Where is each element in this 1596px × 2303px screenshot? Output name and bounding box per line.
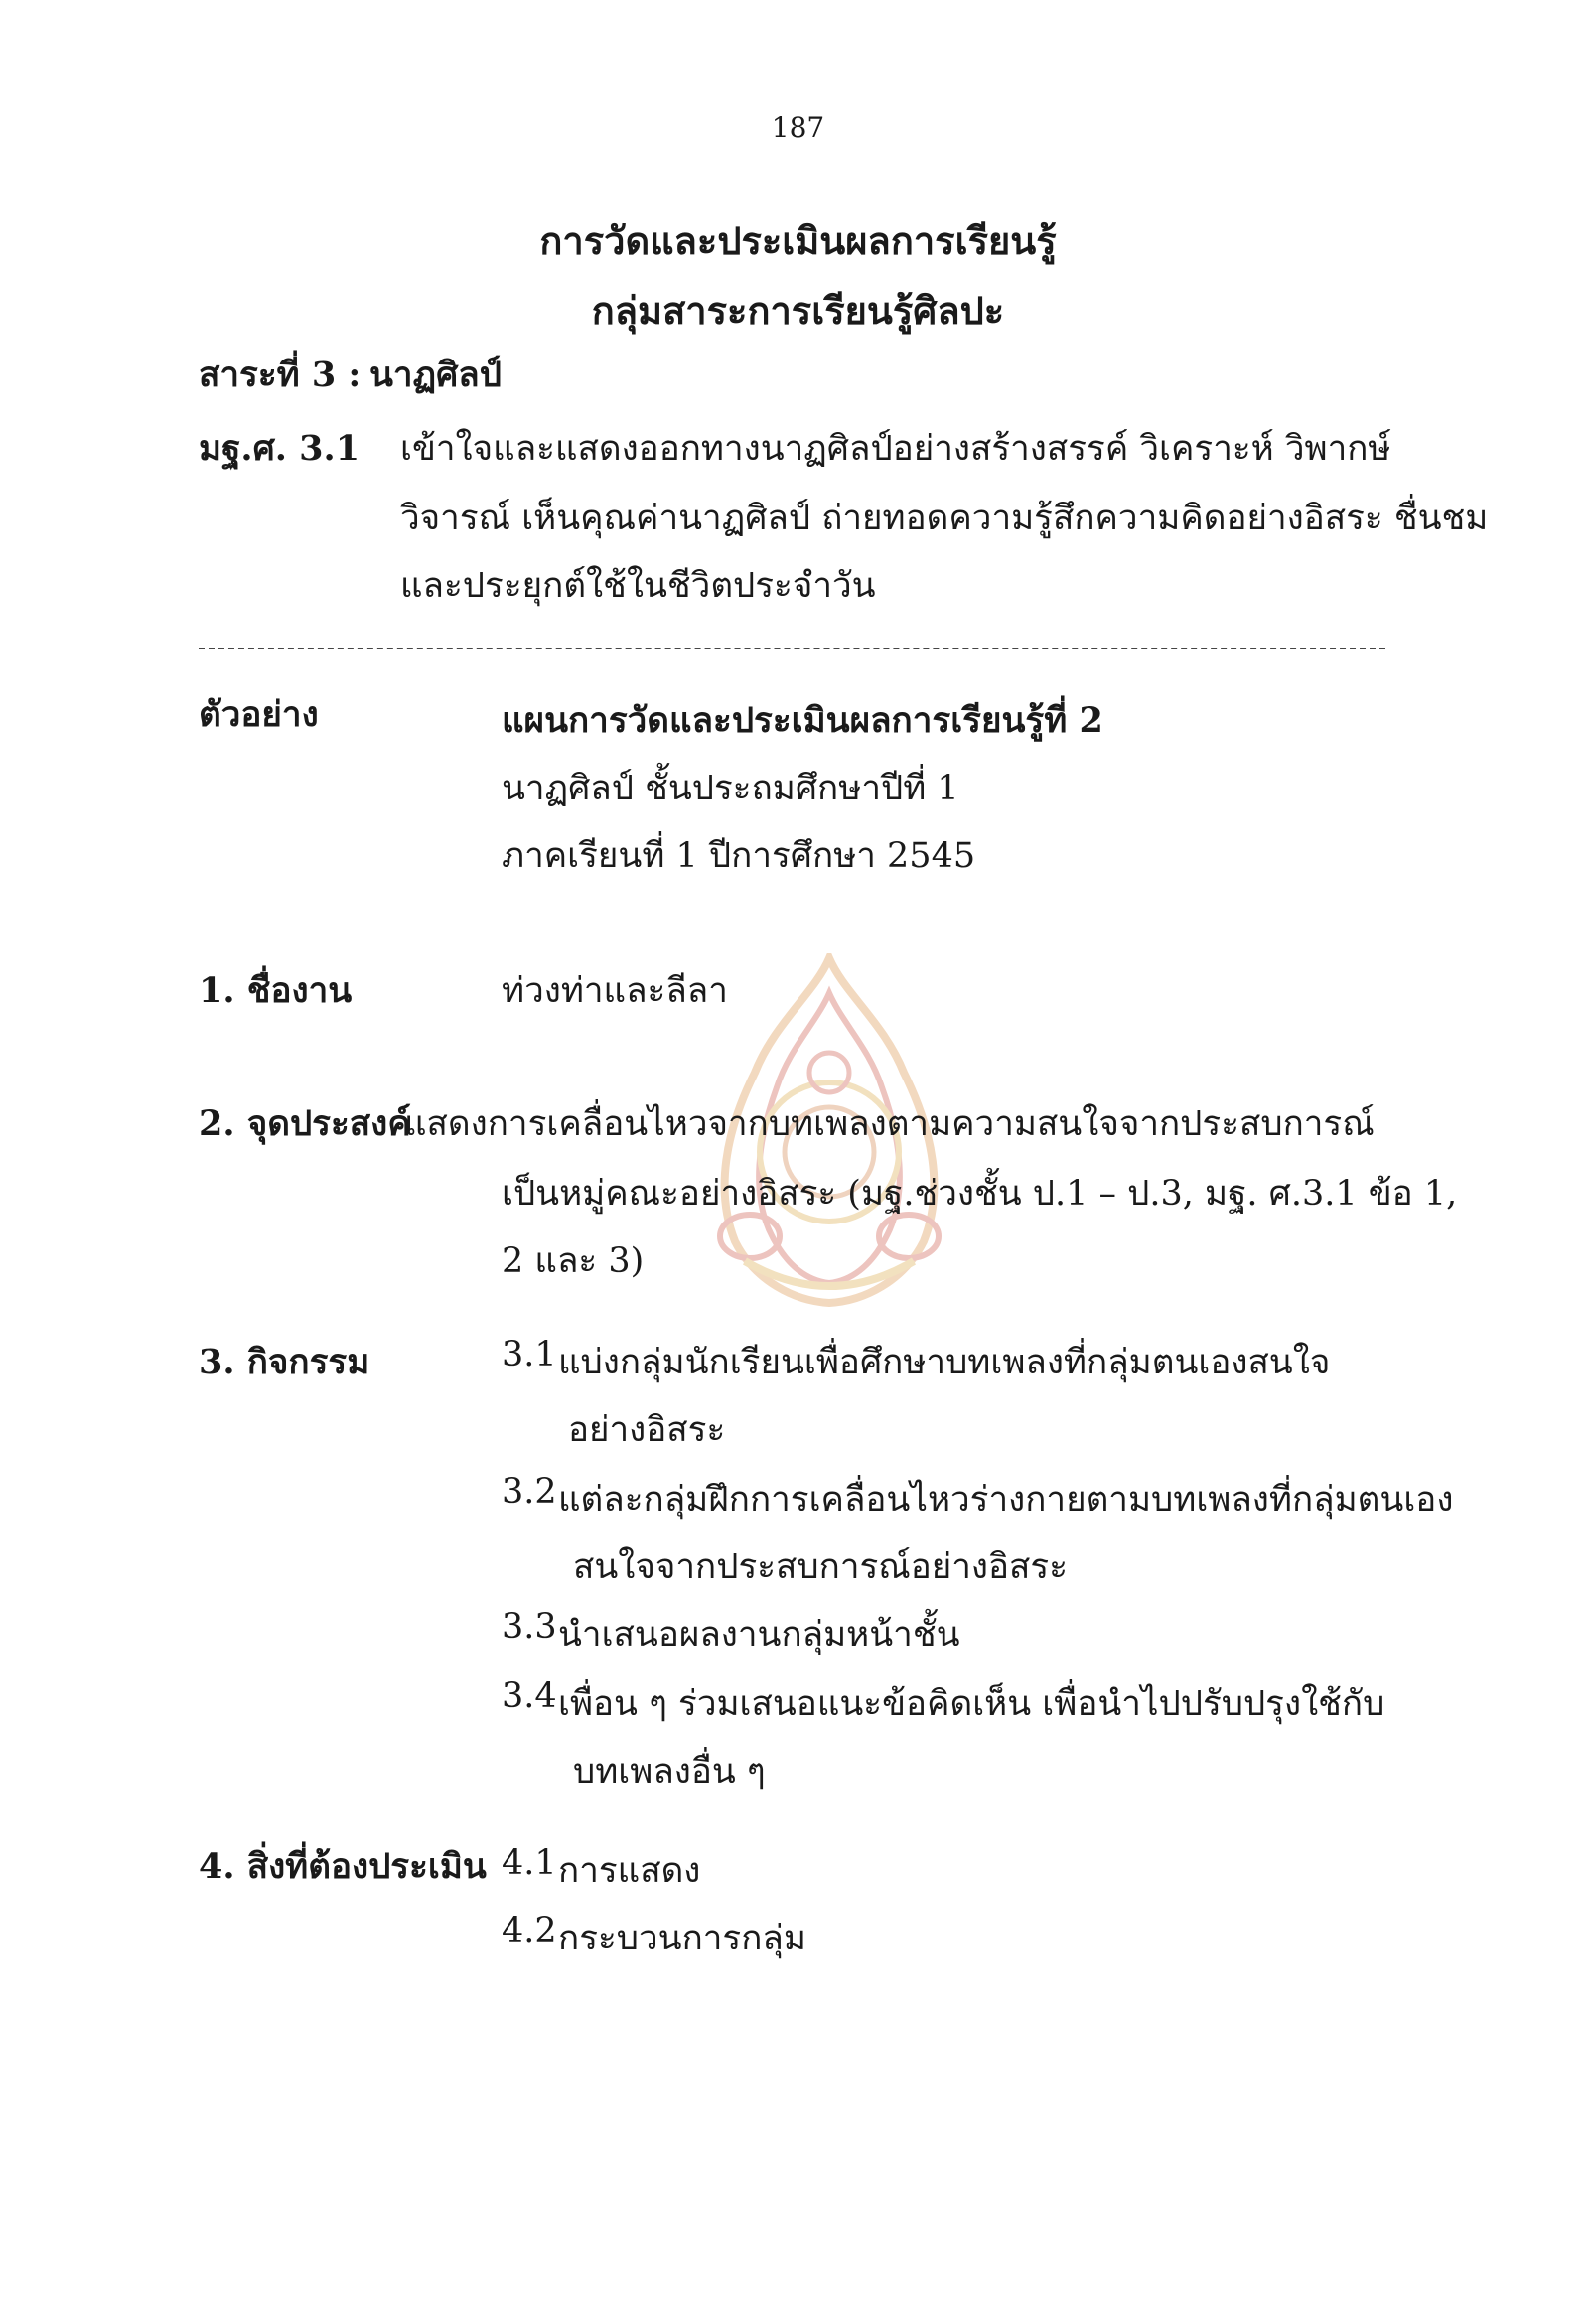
example-label: ตัวอย่าง (199, 694, 319, 735)
page-subtitle: กลุ่มสาระการเรียนรู้ศิลปะ (591, 288, 1005, 333)
list-item: แต่ละกลุ่มฝึกการเคลื่อนไหวร่างกายตามบทเพลงที่กลุ่มตนเอง (558, 1480, 1454, 1519)
section-line: 2 และ 3) (502, 1241, 645, 1281)
list-item: เพื่อน ๆ ร่วมเสนอแนะข้อคิดเห็น เพื่อนำไปปรับปรุงใช้กับ (558, 1684, 1385, 1724)
section-line: เป็นหมู่คณะอย่างอิสระ (มฐ.ช่วงชั้น ป.1 – ป.3, มฐ. ศ.3.1 ข้อ 1, (502, 1174, 1458, 1214)
section-line: แสดงการเคลื่อนไหวจากบทเพลงตามความสนใจจากประสบการณ์ (404, 1104, 1375, 1144)
list-item: แบ่งกลุ่มนักเรียนเพื่อศึกษาบทเพลงที่กลุ่มตนเองสนใจ (558, 1343, 1331, 1382)
strand-value: นาฏศิลป์ (369, 355, 502, 395)
example-subject: นาฏศิลป์ ชั้นประถมศึกษาปีที่ 1 (502, 769, 959, 808)
list-item: บทเพลงอื่น ๆ (573, 1752, 766, 1792)
section-value: ท่วงท่าและลีลา (502, 971, 728, 1011)
standard-line: และประยุกต์ใช้ในชีวิตประจำวัน (400, 566, 876, 606)
example-heading: แผนการวัดและประเมินผลการเรียนรู้ที่ 2 (502, 700, 1103, 741)
list-item-number: 3.2 (502, 1472, 557, 1511)
section-label: 3. กิจกรรม (199, 1342, 370, 1382)
page-title: การวัดและประเมินผลการเรียนรู้ (539, 218, 1057, 263)
list-item: นำเสนอผลงานกลุ่มหน้าชั้น (558, 1615, 960, 1655)
list-item-number: 3.1 (502, 1335, 557, 1374)
standard-line: วิจารณ์ เห็นคุณค่านาฏศิลป์ ถ่ายทอดความรู้สึกความคิดอย่างอิสระ ชื่นชม (400, 499, 1489, 538)
section-label: 2. จุดประสงค์ (199, 1103, 411, 1144)
list-item: อย่างอิสระ (568, 1410, 726, 1450)
list-item-number: 3.3 (502, 1607, 557, 1647)
list-item-number: 4.1 (502, 1843, 557, 1883)
strand-label: สาระที่ 3 : (199, 355, 362, 395)
standard-code: มฐ.ศ. 3.1 (199, 428, 361, 469)
divider (199, 648, 1385, 649)
list-item: สนใจจากประสบการณ์อย่างอิสระ (573, 1547, 1068, 1587)
list-item: กระบวนการกลุ่ม (558, 1919, 806, 1958)
page-number: 187 (771, 111, 825, 144)
section-label: 4. สิ่งที่ต้องประเมิน (199, 1846, 487, 1887)
list-item: การแสดง (558, 1851, 701, 1891)
section-label: 1. ชื่องาน (199, 970, 353, 1011)
list-item-number: 3.4 (502, 1676, 557, 1716)
example-term: ภาคเรียนที่ 1 ปีการศึกษา 2545 (502, 836, 976, 876)
list-item-number: 4.2 (502, 1911, 557, 1950)
standard-line: เข้าใจและแสดงออกทางนาฏศิลป์อย่างสร้างสรรค์ วิเคราะห์ วิพากษ์ (400, 429, 1391, 469)
